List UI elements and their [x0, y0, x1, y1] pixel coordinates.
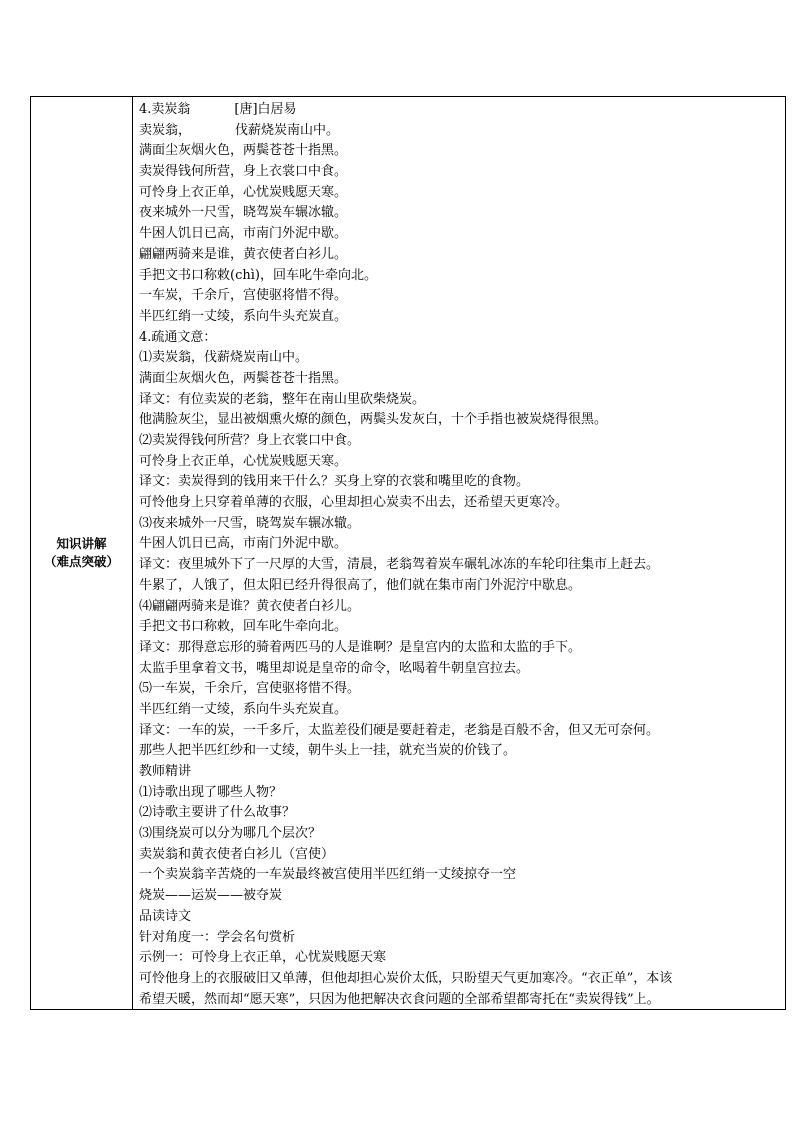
content-line: 牛困人饥日已高，市南门外泥中歇。	[139, 536, 348, 552]
content-line: 译文：一车的炭，一千多斤，太监差役们硬是要赶着走，老翁是百般不舍，但又无可奈何。	[139, 722, 660, 738]
section-label-cell	[31, 97, 133, 1009]
content-line: ⑶夜来城外一尺雪，晓驾炭车辗冰辙。	[139, 515, 361, 531]
poem-line: 牛困人饥日已高，市南门外泥中歇。	[139, 226, 348, 242]
content-line: 可怜身上衣正单，心忧炭贱愿天寒。	[139, 453, 348, 469]
content-line: 4.疏通文意：	[139, 329, 217, 345]
section-sublabel: （难点突破）	[43, 554, 119, 569]
content-line: ⑵诗歌主要讲了什么故事？	[139, 805, 296, 821]
poem-line: 手把文书口称敕(chì)，回车叱牛牵向北。	[139, 267, 377, 283]
poem-line-1b: 伐薪烧炭南山中。	[235, 122, 340, 138]
poem-line: 翩翩两骑来是谁，黄衣使者白衫儿。	[139, 246, 348, 262]
content-line: 满面尘灰烟火色，两鬓苍苍十指黑。	[139, 370, 348, 386]
poem-line: 半匹红绡一丈绫，系向牛头充炭直。	[139, 308, 348, 324]
content-line: 他满脸灰尘，显出被烟熏火燎的颜色，两鬓头发灰白，十个手指也被炭烧得很黑。	[139, 412, 608, 428]
poem-title: 4.卖炭翁	[139, 102, 191, 117]
content-line: ⑷翩翩两骑来是谁？黄衣使者白衫儿。	[139, 598, 361, 614]
content-line: 太监手里拿着文书，嘴里却说是皇帝的命令，吆喝着牛朝皇宫拉去。	[139, 660, 530, 676]
poem-line-1a: 卖炭翁，	[139, 122, 192, 138]
poem-line: 可怜身上衣正单，心忧炭贱愿天寒。	[139, 184, 348, 200]
content-line: ⑶围绕炭可以分为哪几个层次？	[139, 826, 322, 842]
content-line: 卖炭翁和黄衣使者白衫儿（宫使）	[139, 846, 335, 862]
content-line: 译文：有位卖炭的老翁，整年在南山里砍柴烧炭。	[139, 391, 426, 407]
poem-author: [唐]白居易	[234, 102, 297, 117]
content-line: 品读诗文	[139, 908, 192, 924]
content-line: 希望天暖，然而却“愿天寒”，只因为他把解决衣食问题的全部希望都寄托在“卖炭得钱”上。	[139, 991, 660, 1007]
content-line: 译文：夜里城外下了一尺厚的大雪，清晨，老翁驾着炭车碾轧冰冻的车轮印往集市上赶去。	[139, 557, 660, 573]
content-line: 教师精讲	[139, 764, 192, 779]
poem-line	[139, 121, 781, 142]
content-line: 可怜他身上只穿着单薄的衣服，心里却担心炭卖不出去，还希望天更寒冷。	[139, 495, 569, 511]
content-line: 半匹红绡一丈绫，系向牛头充炭直。	[139, 701, 348, 717]
poem-line: 满面尘灰烟火色，两鬓苍苍十指黑。	[139, 143, 348, 159]
content-line: 一个卖炭翁辛苦烧的一车炭最终被宫使用半匹红绡一丈绫掠夺一空	[139, 867, 517, 883]
content-line: 示例一：可怜身上衣正单，心忧炭贱愿天寒	[139, 950, 387, 966]
content-line: ⑴卖炭翁，伐薪烧炭南山中。	[139, 350, 309, 366]
content-line: ⑴诗歌出现了哪些人物？	[139, 784, 283, 800]
content-line: 可怜他身上的衣服破旧又单薄，但他却担心炭价太低，只盼望天气更加寒冷。“衣正单”，本该	[139, 970, 673, 986]
content-line: ⑸一车炭，千余斤，宫使驱将惜不得。	[139, 681, 361, 697]
poem-line: 卖炭得钱何所营，身上衣裳口中食。	[139, 164, 348, 180]
content-line: 那些人把半匹红纱和一丈绫，朝牛头上一挂，就充当炭的价钱了。	[139, 743, 517, 759]
section-label: 知识讲解	[56, 536, 107, 551]
content-line: 手把文书口称敕，回车叱牛牵向北。	[139, 619, 348, 635]
poem-line: 夜来城外一尺雪，晓驾炭车辗冰辙。	[139, 205, 348, 221]
poem-line: 一车炭，千余斤，宫使驱将惜不得。	[139, 288, 348, 304]
content-line: 译文：卖炭得到的钱用来干什么？买身上穿的衣裳和嘴里吃的食物。	[139, 474, 530, 490]
content-line: 牛累了，人饿了，但太阳已经升得很高了，他们就在集市南门外泥泞中歇息。	[139, 577, 582, 593]
lesson-table	[30, 96, 786, 1010]
content-line: 针对角度一：学会名句赏析	[139, 929, 296, 945]
content-line: 烧炭——运炭——被夺炭	[139, 888, 283, 904]
poem-title-line	[139, 100, 781, 121]
content-line: ⑵卖炭得钱何所营？身上衣裳口中食。	[139, 433, 361, 448]
content-line: 译文：那得意忘形的骑着两匹马的人是谁啊？是皇宫内的太监和太监的手下。	[139, 639, 582, 655]
content-cell	[133, 97, 785, 1009]
